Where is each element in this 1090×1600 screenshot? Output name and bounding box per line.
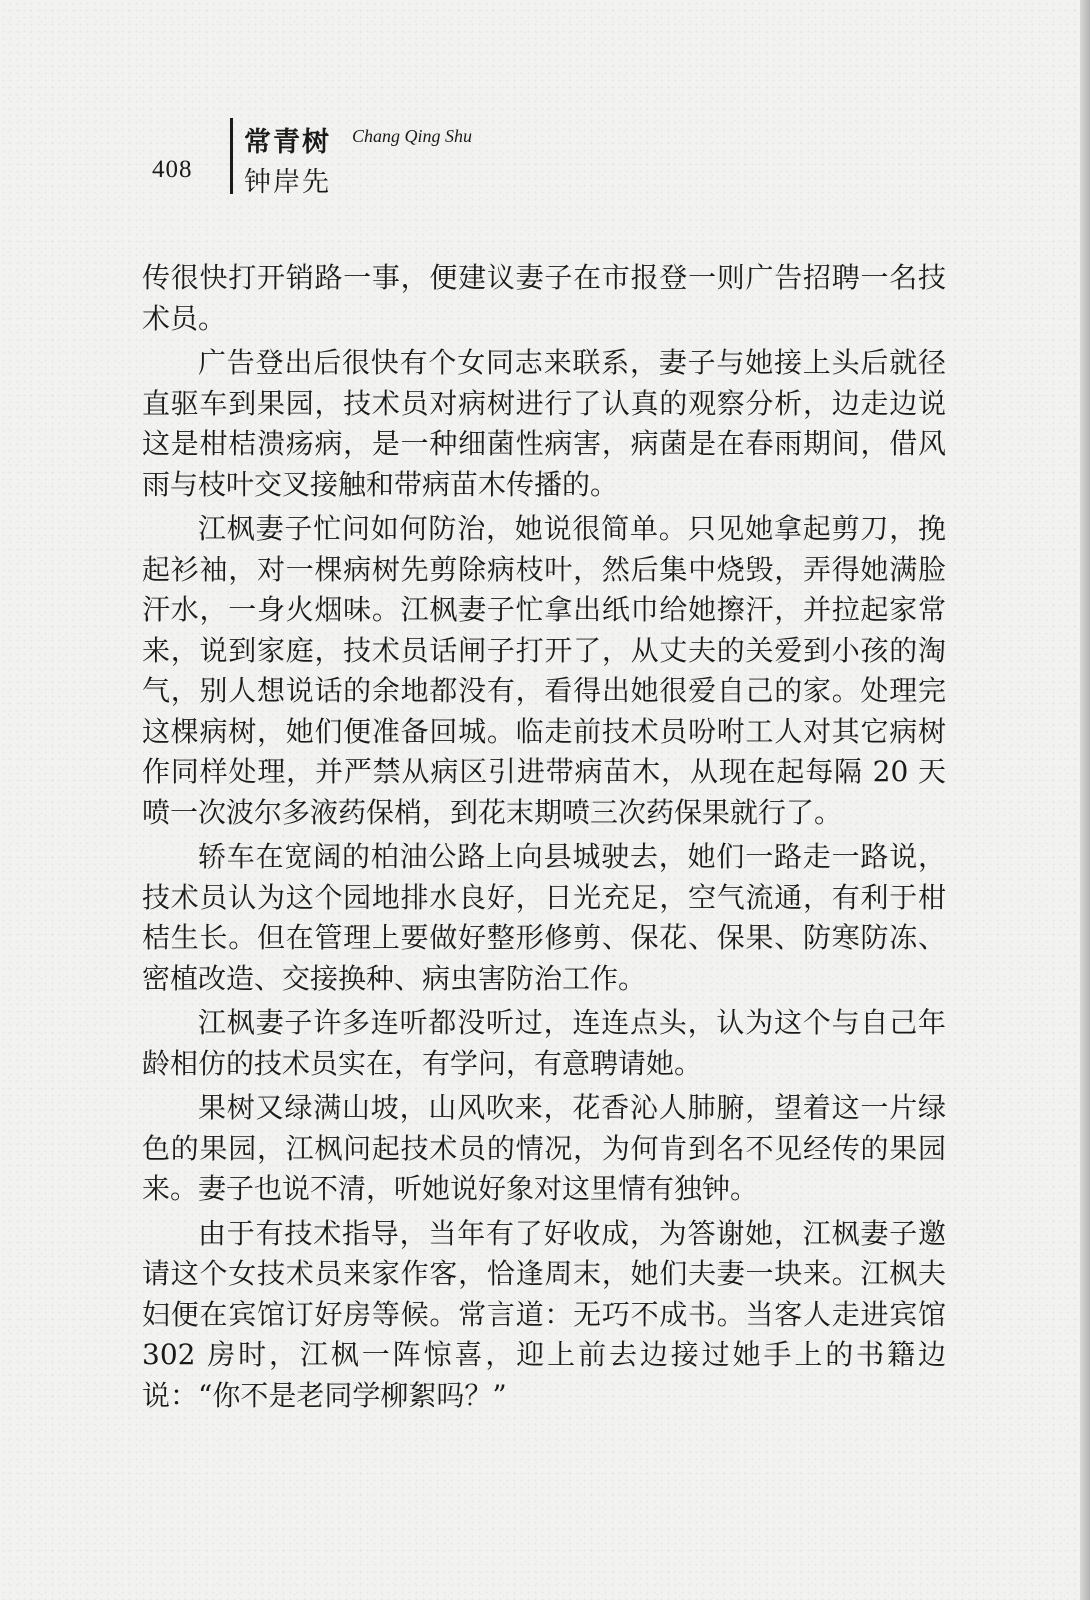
paragraph: 广告登出后很快有个女同志来联系，妻子与她接上头后就径直驱车到果园，技术员对病树进行了认真的观察分析，边走边说这是柑桔溃疡病，是一种细菌性病害，病菌是在春雨期间，借风雨与枝叶交叉接触和带病苗木传播的。: [142, 346, 946, 501]
book-title-pinyin: Chang Qing Shu: [352, 126, 473, 146]
paragraph: 轿车在宽阔的柏油公路上向县城驶去，她们一路走一路说，技术员认为这个园地排水良好，日光充足，空气流通，有利于柑桔生长。但在管理上要做好整形修剪、保花、保果、防寒防冻、密植改造、交接换种、病虫害防治工作。: [142, 840, 946, 995]
paragraph: 江枫妻子忙问如何防治，她说很简单。只见她拿起剪刀，挽起衫袖，对一棵病树先剪除病枝叶，然后集中烧毁，弄得她满脸汗水，一身火烟味。江枫妻子忙拿出纸巾给她擦汗，并拉起家常来，说到家庭，技术员话闸子打开了，从丈夫的关爱到小孩的淘气，别人想说话的余地都没有，看得出她很爱自己的家。处理完这棵病树，她们便准备回城。临走前技术员吩咐工人对其它病树作同样处理，并严禁从病区引进带病苗木，从现在起每隔 20 天喷一次波尔多液药保梢，到花末期喷三次药保果就行了。: [142, 512, 946, 829]
paragraph: 江枫妻子许多连听都没听过，连连点头，认为这个与自己年龄相仿的技术员实在，有学问，有意聘请她。: [142, 1006, 946, 1080]
paragraph: 果树又绿满山坡，山风吹来，花香沁人肺腑，望着这一片绿色的果园，江枫问起技术员的情况，为何肯到名不见经传的果园来。妻子也说不清，听她说好象对这里情有独钟。: [142, 1091, 946, 1205]
header-divider: [230, 118, 233, 194]
author-name: 钟岸先: [244, 167, 331, 198]
page-edge: [1080, 0, 1090, 1600]
page-number: 408: [152, 156, 193, 183]
book-title: 常青树: [244, 127, 331, 158]
paragraph: 由于有技术指导，当年有了好收成，为答谢她，江枫妻子邀请这个女技术员来家作客，恰逢周末，她们夫妻一块来。江枫夫妇便在宾馆订好房等候。常言道：无巧不成书。当客人走进宾馆 302 房时，江枫一阵惊喜，迎上前去边接过她手上的书籍边说：“你不是老同学柳絮吗？”: [142, 1216, 946, 1412]
paragraph-continued: 传很快打开销路一事，便建议妻子在市报登一则广告招聘一名技术员。: [142, 261, 946, 335]
running-header: [152, 116, 552, 200]
body-text: [142, 258, 946, 1420]
